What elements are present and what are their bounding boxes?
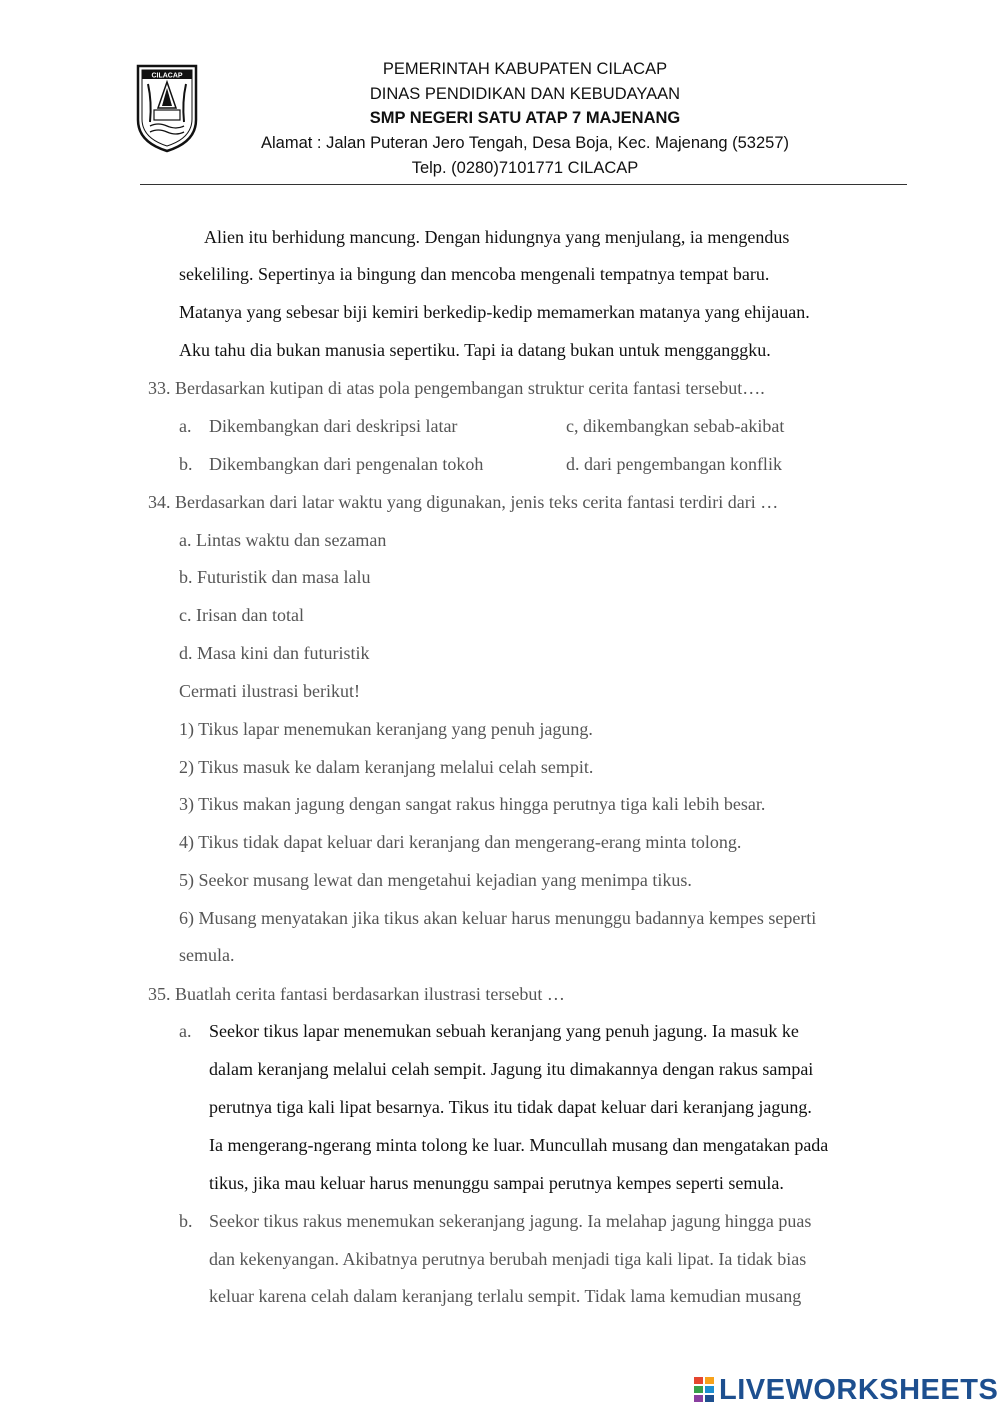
q35-option-a-line: Ia mengerang-ngerang minta tolong ke luar. Muncullah musang dan mengatakan pada xyxy=(209,1135,829,1155)
q34-option-d[interactable]: d. Masa kini dan futuristik xyxy=(179,643,370,663)
q33-option-b[interactable]: Dikembangkan dari pengenalan tokoh xyxy=(209,454,484,474)
liveworksheets-wordmark: LIVEWORKSHEETS xyxy=(719,1373,999,1406)
illustration-item: semula. xyxy=(179,945,235,965)
q34-option-c[interactable]: c. Irisan dan total xyxy=(179,605,304,625)
header-government: PEMERINTAH KABUPATEN CILACAP xyxy=(382,60,668,78)
q33-option-a[interactable]: Dikembangkan dari deskripsi latar xyxy=(209,416,458,436)
q35-option-a-line: dalam keranjang melalui celah sempit. Jagung itu dimakannya dengan rakus sampai xyxy=(209,1059,814,1079)
q35-option-b-line: Seekor tikus rakus menemukan sekeranjang jagung. Ia melahap jagung hingga puas xyxy=(209,1211,812,1231)
q35-option-a-line: Seekor tikus lapar menemukan sebuah keranjang yang penuh jagung. Ia masuk ke xyxy=(209,1021,799,1041)
illustration-intro: Cermati ilustrasi berikut! xyxy=(179,681,360,701)
q33-option-b-letter: b. xyxy=(179,454,193,474)
liveworksheets-brand xyxy=(693,1373,998,1407)
header-divider xyxy=(140,184,907,185)
liveworksheets-logo-icon xyxy=(693,1375,715,1405)
q34-option-b[interactable]: b. Futuristik dan masa lalu xyxy=(179,567,371,587)
logo-text: CILACAP xyxy=(151,72,183,80)
q35-option-a-line: tikus, jika mau keluar harus menunggu sampai perutnya kempes seperti semula. xyxy=(209,1173,784,1193)
q33-option-d[interactable]: d. dari pengembangan konflik xyxy=(566,454,782,474)
illustration-item: 4) Tikus tidak dapat keluar dari keranjang dan mengerang-erang minta tolong. xyxy=(179,832,742,852)
q35-option-b-letter: b. xyxy=(179,1211,193,1231)
header-school-name: SMP NEGERI SATU ATAP 7 MAJENANG xyxy=(369,109,681,127)
q33-option-a-letter: a. xyxy=(179,416,192,436)
question-33: 33. Berdasarkan kutipan di atas pola pengembangan struktur cerita fantasi tersebut…. xyxy=(148,378,765,398)
q35-option-b-line: dan kekenyangan. Akibatnya perutnya berubah menjadi tiga kali lipat. Ia tidak bias xyxy=(209,1249,807,1269)
passage-line: sekeliling. Sepertinya ia bingung dan mencoba mengenali tempatnya tempat baru. xyxy=(179,264,770,284)
header-phone: Telp. (0280)7101771 CILACAP xyxy=(411,159,639,177)
question-35: 35. Buatlah cerita fantasi berdasarkan ilustrasi tersebut … xyxy=(148,984,565,1004)
illustration-item: 1) Tikus lapar menemukan keranjang yang penuh jagung. xyxy=(179,719,593,739)
passage-line: Matanya yang sebesar biji kemiri berkedip-kedip memamerkan matanya yang ehijauan. xyxy=(179,302,810,322)
illustration-item: 6) Musang menyatakan jika tikus akan keluar harus menunggu badannya kempes seperti xyxy=(179,908,817,928)
passage-line: Aku tahu dia bukan manusia sepertiku. Tapi ia datang bukan untuk mengganggku. xyxy=(179,340,771,360)
header-address: Alamat : Jalan Puteran Jero Tengah, Desa Boja, Kec. Majenang (53257) xyxy=(260,134,790,152)
q35-option-a-letter: a. xyxy=(179,1021,192,1041)
passage-line: Alien itu berhidung mancung. Dengan hidungnya yang menjulang, ia mengendus xyxy=(204,227,790,247)
q35-option-b-line: keluar karena celah dalam keranjang terlalu sempit. Tidak lama kemudian musang xyxy=(209,1286,802,1306)
header-department: DINAS PENDIDIKAN DAN KEBUDAYAAN xyxy=(369,85,681,103)
q33-option-c[interactable]: c, dikembangkan sebab-akibat xyxy=(566,416,785,436)
illustration-item: 5) Seekor musang lewat dan mengetahui kejadian yang menimpa tikus. xyxy=(179,870,692,890)
illustration-item: 3) Tikus makan jagung dengan sangat rakus hingga perutnya tiga kali lebih besar. xyxy=(179,794,766,814)
question-34: 34. Berdasarkan dari latar waktu yang digunakan, jenis teks cerita fantasi terdiri dari … xyxy=(148,492,779,512)
illustration-item: 2) Tikus masuk ke dalam keranjang melalui celah sempit. xyxy=(179,757,594,777)
q35-option-a-line: perutnya tiga kali lipat besarnya. Tikus itu tidak dapat keluar dari keranjang jagung. xyxy=(209,1097,812,1117)
q34-option-a[interactable]: a. Lintas waktu dan sezaman xyxy=(179,530,387,550)
